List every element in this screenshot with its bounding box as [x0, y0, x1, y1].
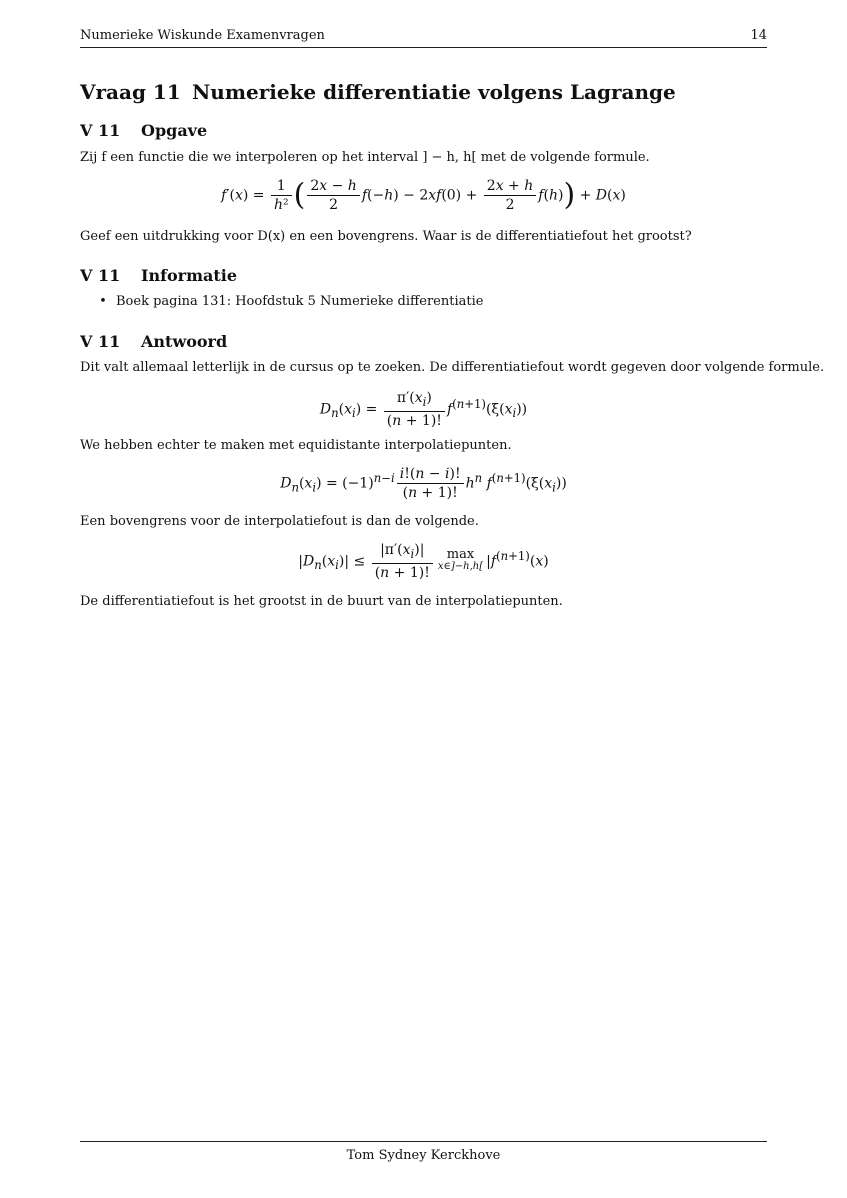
- footer-author: Tom Sydney Kerckhove: [346, 1148, 501, 1163]
- chapter-number: Vraag 11: [80, 80, 181, 104]
- antwoord-formula-2: $D_n(x_i) = (-1)^{n-i}$ $\frac{i!(n - i)!}{(n + 1)!}$ $h^n$ $f^{(n+1)}(\xi(x_i))$: [280, 466, 567, 501]
- antwoord-paragraph-2: We hebben echter te maken met equidistante interpolatiepunten.: [80, 438, 512, 453]
- bullet-marker: •: [99, 294, 107, 309]
- section-heading-informatie: [80, 266, 237, 285]
- section-heading-opgave: [80, 121, 207, 140]
- antwoord-formula-3: $|D_n(x_i)|$ ≤ $\frac{|\pi'(x_i)|}{(n + 1)!}$ max x∈]−h,h[ $|f^{(n+1)}(x)$: [298, 542, 549, 581]
- chapter-heading: [80, 80, 676, 104]
- section-title: Antwoord: [141, 332, 228, 351]
- antwoord-paragraph-3: Een bovengrens voor de interpolatiefout is dan de volgende.: [80, 514, 479, 529]
- header-rule: [80, 47, 767, 48]
- section-number: V 11: [80, 332, 121, 351]
- running-header-title: Numerieke Wiskunde Examenvragen: [80, 28, 325, 43]
- antwoord-paragraph-1: Dit valt allemaal letterlijk in de cursus op te zoeken. De differentiatiefout wordt gegeven door volgende formule.: [80, 360, 825, 375]
- bullet-text: Boek pagina 131: Hoofdstuk 5 Numerieke differentiatie: [116, 294, 484, 309]
- section-title: Informatie: [141, 266, 238, 285]
- list-item: [90, 293, 483, 311]
- page-number: 14: [750, 28, 767, 43]
- footer-rule: [80, 1141, 767, 1142]
- section-heading-antwoord: [80, 332, 227, 351]
- section-number: V 11: [80, 266, 121, 285]
- opgave-paragraph-1: Zij f een functie die we interpoleren op het interval ] − h, h[ met de volgende formule.: [80, 150, 650, 165]
- antwoord-paragraph-4: De differentiatiefout is het grootst in de buurt van de interpolatiepunten.: [80, 594, 563, 609]
- section-number: V 11: [80, 121, 121, 140]
- antwoord-formula-1: $D_n(x_i)$ = $\frac{\pi'(x_i)}{(n + 1)!}$ $f^{(n+1)}(\xi(x_i))$: [319, 390, 528, 429]
- opgave-formula: f′(x) = $\frac{1}{\text{h²}}$ ( $\frac{2x - h}{2}$ f(−h) − 2xf(0) + $\frac{2x + h}{2}$ f(h)) + D(x): [221, 177, 626, 213]
- chapter-title: Numerieke differentiatie volgens Lagrange: [192, 80, 676, 104]
- section-title: Opgave: [141, 121, 208, 140]
- opgave-paragraph-2: Geef een uitdrukking voor D(x) en een bovengrens. Waar is de differentiatiefout het grootst?: [80, 229, 692, 244]
